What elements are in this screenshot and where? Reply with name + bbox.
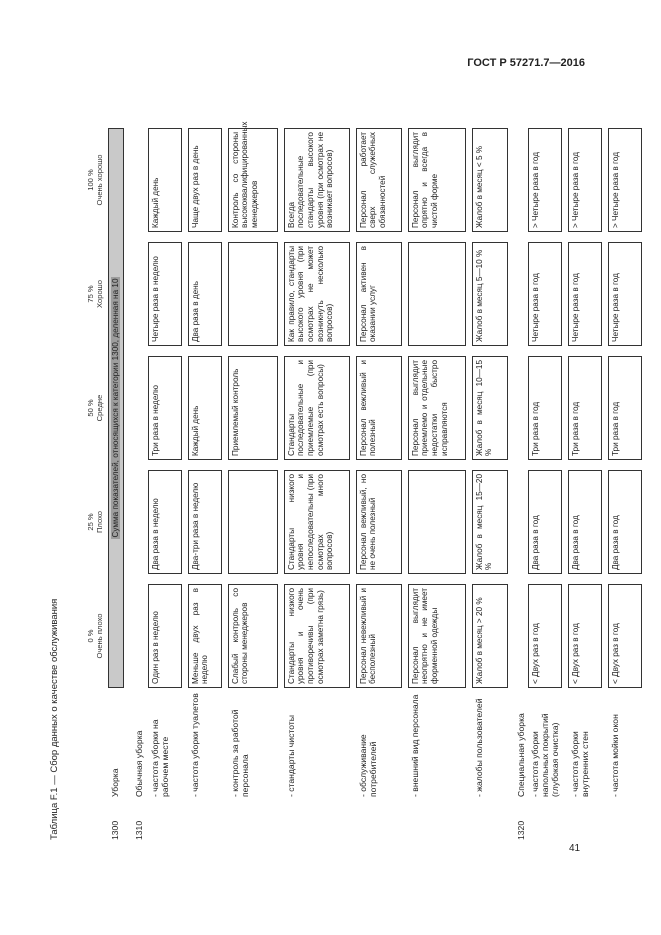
rating-cell: Два-три раза в неделю — [188, 470, 222, 574]
criteria-row — [356, 92, 402, 840]
rating-cell: Стандарты низкого уровня и непоследовательны (при осмотрах много вопросов) — [284, 470, 350, 574]
rating-cell: Два раза в год — [568, 470, 602, 574]
criteria-row — [472, 92, 508, 840]
rating-cell: Жалоб в месяц > 20 % — [472, 584, 508, 688]
rating-cell: Жалоб в месяц 15—20 % — [472, 470, 508, 574]
section-note — [108, 128, 124, 688]
rating-cell: Персонал вежливый и полезный — [356, 356, 402, 460]
quality-table — [85, 92, 146, 840]
criteria-row — [228, 92, 278, 840]
rating-cell: Персонал невежливый и бесполезный — [356, 584, 402, 688]
scale-pct: 0 % — [86, 629, 95, 643]
rating-cell — [408, 470, 466, 574]
rating-cell: Три раза в год — [528, 356, 562, 460]
scale-label: Средне — [94, 394, 104, 422]
rating-cell: Персонал выглядит приемлемо и отдельные недостатки быстро исправляются — [408, 356, 466, 460]
section-name: Уборка — [109, 768, 120, 797]
criteria-row — [148, 92, 182, 840]
rating-cell: Три раза в год — [608, 356, 642, 460]
criteria-row — [408, 92, 466, 840]
rating-cell: Персонал активен в оказании услуг — [356, 242, 402, 346]
rating-cell: Четыре раза в год — [528, 242, 562, 346]
rating-cell: Персонал выглядит опрятно и всегда в чистой форме — [408, 128, 466, 232]
scale-pct: 100 % — [86, 169, 95, 191]
rating-cell: Четыре раза в год — [608, 242, 642, 346]
rating-cell: Четыре раза в год — [568, 242, 602, 346]
criterion-name: - частота уборки напольных покрытий (глубокая очистка) — [529, 713, 561, 797]
criteria-rows — [148, 92, 649, 840]
rating-cell: Каждый день — [148, 128, 182, 232]
rating-cell: Жалоб в месяц < 5 % — [472, 128, 508, 232]
rating-cell: Стандарты последовательные и приемлемые (при осмотрах есть вопросы) — [284, 356, 350, 460]
section-row-1300 — [108, 92, 124, 840]
rating-cell: > Четыре раза в год — [528, 128, 562, 232]
rating-cell: Один раз в неделю — [148, 584, 182, 688]
rating-cell — [228, 242, 278, 346]
rating-cell: Четыре раза в неделю — [148, 242, 182, 346]
criteria-row — [608, 92, 642, 840]
section-row-1310 — [132, 92, 146, 840]
rating-cell: Каждый день — [188, 356, 222, 460]
rating-cell: > Четыре раза в год — [608, 128, 642, 232]
section-row-1320 — [514, 92, 528, 840]
criterion-name: - внешний вид персонала — [409, 694, 420, 797]
rating-cell: > Четыре раза в год — [568, 128, 602, 232]
scale-label: Плохо — [94, 510, 104, 534]
section-code: 1300 — [109, 820, 120, 840]
rating-cell: Всегда последовательные стандарты высокого уровня (при осмотрах не возникает вопросов) — [284, 128, 350, 232]
page-number: 41 — [569, 843, 581, 854]
rating-cell: Контроль со стороны высококвалифицированных менеджеров — [228, 128, 278, 232]
rating-cell: Приемлемый контроль — [228, 356, 278, 460]
criterion-name: - частота уборки туалетов — [189, 693, 200, 797]
scale-pct: 25 % — [86, 513, 95, 531]
standard-number: ГОСТ Р 57271.7—2016 — [467, 57, 585, 69]
rating-cell: Два раза в неделю — [148, 470, 182, 574]
rating-cell: Жалоб в месяц 10—15 % — [472, 356, 508, 460]
criterion-name: - контроль за работой персонала — [229, 709, 250, 797]
section-code: 1310 — [133, 820, 144, 840]
rating-cell: Два раза в год — [608, 470, 642, 574]
rating-cell — [408, 242, 466, 346]
criteria-row — [284, 92, 350, 840]
rating-cell: Слабый контроль со стороны менеджеров — [228, 584, 278, 688]
criteria-row — [188, 92, 222, 840]
criteria-row — [568, 92, 602, 840]
rating-cell: Три раза в неделю — [148, 356, 182, 460]
scale-header — [85, 92, 108, 840]
criterion-name: - жалобы пользователей — [473, 698, 484, 797]
table-title: Таблица F.1 — Сбор данных о качестве обслуживания — [49, 598, 60, 840]
criterion-name: - частота уборки внутренних стен — [570, 731, 591, 797]
rating-cell: Персонал вежливый, но не очень полезный — [356, 470, 402, 574]
rating-cell: Стандарты низкого уровня и очень противоречивы (при осмотрах заметна грязь) — [284, 584, 350, 688]
criterion-name: - стандарты чистоты — [285, 715, 296, 797]
scale-label: Очень плохо — [94, 613, 104, 659]
rating-cell: Чаще двух раз в день — [188, 128, 222, 232]
criterion-name: - частота мойки окон — [610, 714, 621, 797]
criteria-row — [528, 92, 562, 840]
rating-cell: Персонал выглядит неопрятно и не имеет форменной одежды — [408, 584, 466, 688]
scale-pct: 75 % — [86, 285, 95, 303]
scale-label: Хорошо — [94, 280, 104, 308]
rating-cell — [228, 470, 278, 574]
rating-cell: Жалоб в месяц 5—10 % — [472, 242, 508, 346]
criterion-name: - частота уборки на рабочем месте — [149, 719, 170, 797]
rating-cell: < Двух раз в год — [608, 584, 642, 688]
rating-cell: Меньше двух раз в неделю — [188, 584, 222, 688]
rating-cell: < Двух раз в год — [568, 584, 602, 688]
section-code: 1320 — [515, 820, 526, 840]
scale-pct: 50 % — [86, 399, 95, 417]
section-name: Специальная уборка — [515, 713, 526, 797]
rating-cell: Два раза в день — [188, 242, 222, 346]
criterion-name: - обслуживание потребителей — [357, 734, 378, 797]
rating-cell: Как правило, стандарты высокого уровня (при осмотрах не может возникнуть несколько вопросов) — [284, 242, 350, 346]
rating-cell: Два раза в год — [528, 470, 562, 574]
rotated-table-block — [49, 40, 621, 840]
section-note-text: Сумма показателей, относящихся к категории 1300, деленная на 10 — [110, 278, 120, 538]
scale-label: Очень хорошо — [94, 154, 104, 206]
rating-cell: < Двух раз в год — [528, 584, 562, 688]
rating-cell: Три раза в год — [568, 356, 602, 460]
rating-cell: Персонал работает сверх служебных обязанностей — [356, 128, 402, 232]
section-name: Обычная уборка — [133, 730, 144, 797]
